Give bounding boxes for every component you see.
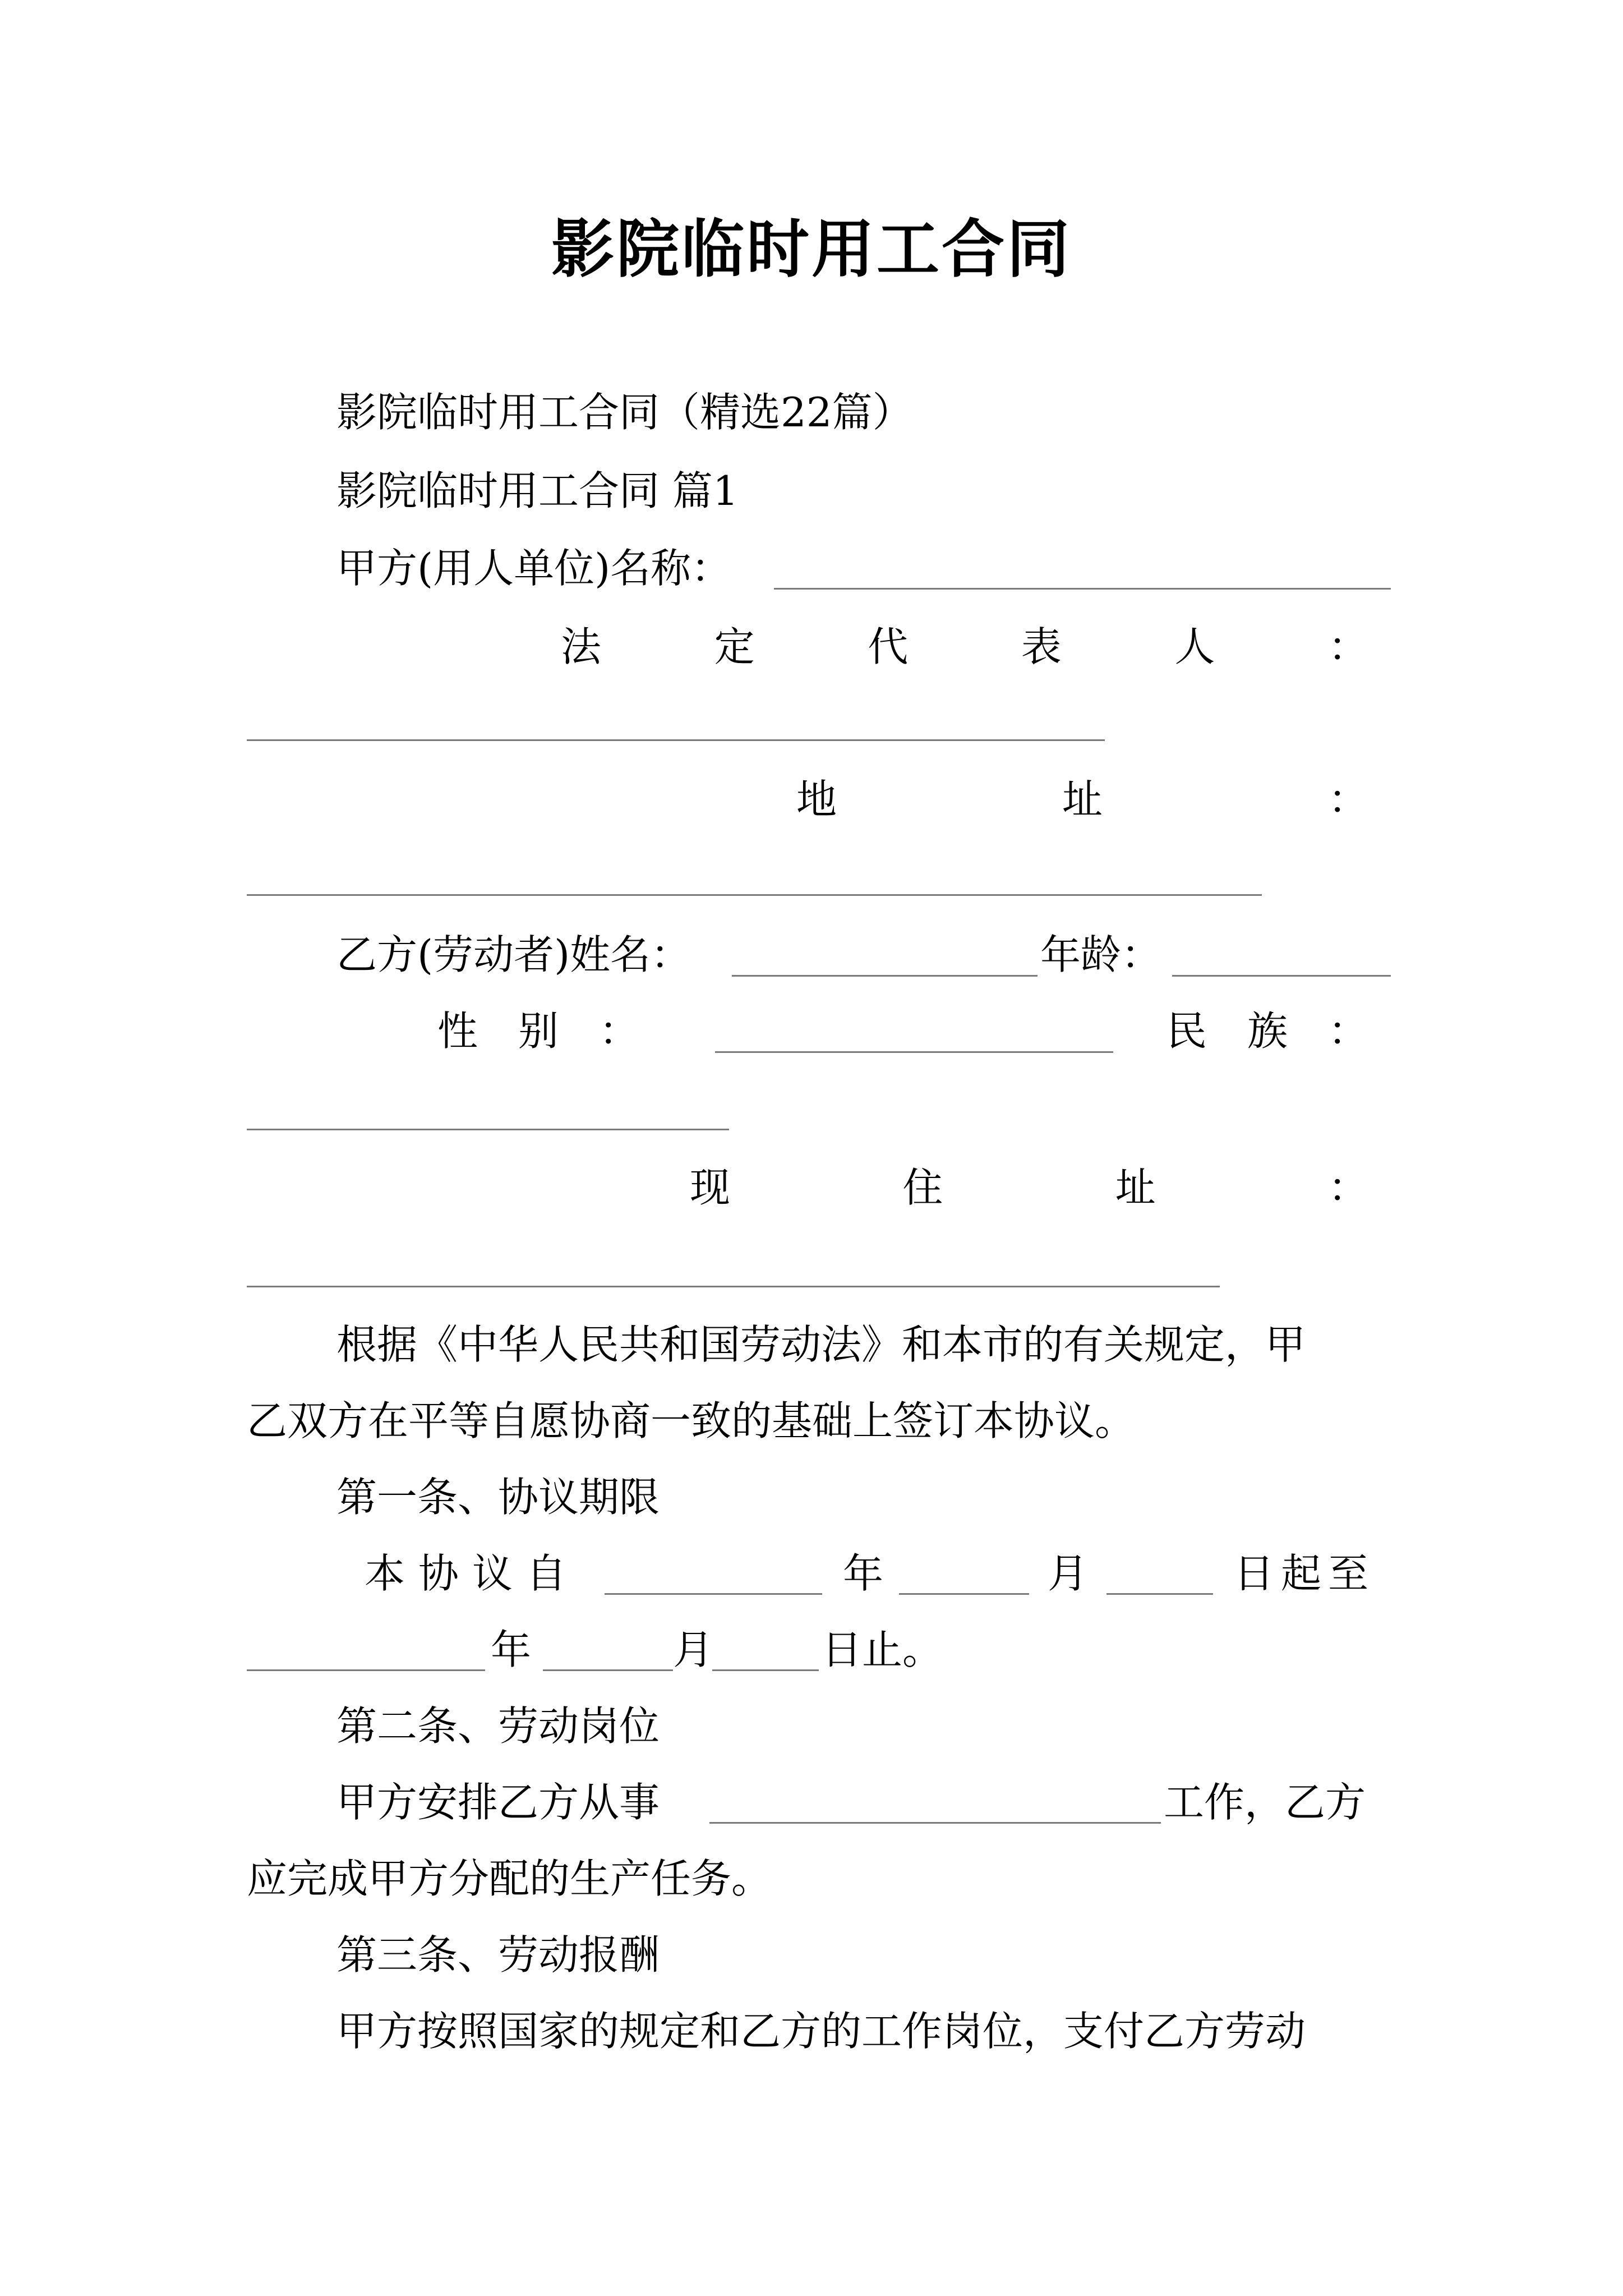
end-month-label: 月 bbox=[673, 1626, 714, 1673]
section-heading: 影院临时用工合同 篇1 bbox=[336, 467, 739, 514]
article-2-line-2: 应完成甲方分配的生产任务。 bbox=[247, 1855, 772, 1902]
legal-rep-label: 法 定 代 表 人 ： bbox=[561, 623, 1368, 670]
age-blank[interactable] bbox=[1172, 975, 1391, 977]
end-day-label: 日止。 bbox=[822, 1626, 943, 1673]
end-month-blank[interactable] bbox=[543, 1669, 673, 1671]
current-address-blank[interactable] bbox=[247, 1286, 1220, 1287]
age-label: 年龄： bbox=[1040, 931, 1162, 978]
document-title: 影院临时用工合同 bbox=[551, 213, 1072, 286]
start-day-label: 日 起 至 bbox=[1234, 1550, 1368, 1597]
address-blank[interactable] bbox=[247, 894, 1262, 896]
party-a-name-label: 甲方(用人单位)名称： bbox=[336, 545, 732, 592]
ethnicity-blank[interactable] bbox=[247, 1129, 729, 1130]
start-month-label: 月 bbox=[1048, 1550, 1089, 1597]
end-year-blank[interactable] bbox=[247, 1669, 485, 1671]
subtitle: 影院临时用工合同（精选22篇） bbox=[336, 389, 913, 436]
gender-label: 性 别 ： bbox=[437, 1007, 639, 1055]
article-3-line-1: 甲方按照国家的规定和乙方的工作岗位，支付乙方劳动 bbox=[336, 2008, 1306, 2055]
article-2-line-1-suffix: 工作，乙方 bbox=[1164, 1779, 1366, 1826]
end-day-blank[interactable] bbox=[712, 1669, 819, 1671]
party-b-name-label: 乙方(劳动者)姓名： bbox=[336, 931, 691, 978]
intro-paragraph-line-2: 乙双方在平等自愿协商一致的基础上签订本协议。 bbox=[247, 1397, 1136, 1444]
article-2-title: 第二条、劳动岗位 bbox=[336, 1703, 660, 1750]
gender-blank[interactable] bbox=[715, 1051, 1113, 1053]
current-address-label: 现 住 址 ： bbox=[690, 1164, 1368, 1211]
start-year-label: 年 bbox=[843, 1550, 884, 1597]
end-year-label: 年 bbox=[491, 1626, 532, 1673]
start-year-blank[interactable] bbox=[605, 1593, 822, 1595]
article-1-title: 第一条、协议期限 bbox=[336, 1474, 660, 1521]
legal-rep-blank[interactable] bbox=[247, 739, 1105, 741]
intro-paragraph-line-1: 根据《中华人民共和国劳动法》和本市的有关规定，甲 bbox=[336, 1321, 1306, 1368]
article-2-line-1-prefix: 甲方安排乙方从事 bbox=[336, 1779, 660, 1826]
ethnicity-label: 民 族 ： bbox=[1166, 1007, 1368, 1055]
start-day-blank[interactable] bbox=[1106, 1593, 1213, 1595]
article-1-start-label: 本 协 议 自 bbox=[365, 1550, 566, 1597]
address-label: 地 址 ： bbox=[796, 776, 1368, 823]
job-position-blank[interactable] bbox=[709, 1822, 1161, 1824]
start-month-blank[interactable] bbox=[899, 1593, 1029, 1595]
party-b-name-blank[interactable] bbox=[732, 975, 1038, 977]
article-3-title: 第三条、劳动报酬 bbox=[336, 1931, 660, 1978]
party-a-name-blank[interactable] bbox=[774, 588, 1391, 590]
